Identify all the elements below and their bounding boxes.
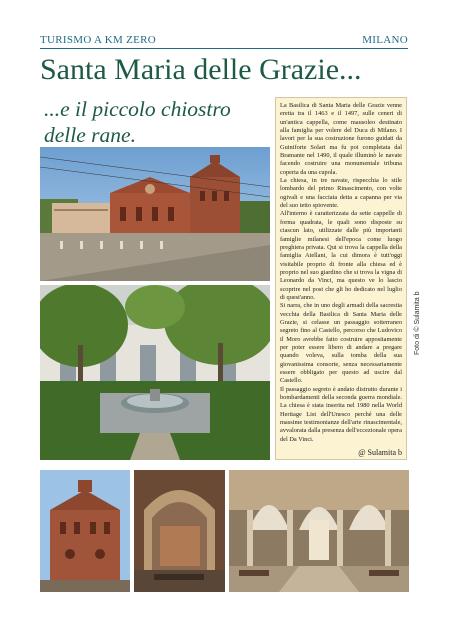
cloister-photo [40,285,270,460]
dome-photo [40,470,130,592]
fresco-photo [134,470,225,592]
section-label: TURISMO A KM ZERO [40,34,157,46]
city-label: MILANO [362,34,408,46]
article-paragraph: La Basilica di Santa Maria delle Grazie venne eretta tra il 1463 e il 1497, sulle ceneri di un'antica cappella, come mausoleo destinato alla famiglia per volere del Duca di Milano. I lavori per la sua costruzione furono guidati da Guiniforte Solari ma fu poi completata dal Bramante nel 1490, il quale illuminò le navate facendo costruire una monumentale tribuna coperta da una cupola. [280,102,402,176]
church-exterior-photo [40,147,270,281]
article-paragraph: All'interno è caratterizzata da sette cappelle di forma quadrata, le quali sono disposte su ciascun lato, utilizzate dalle più importanti famiglie milanesi dell'epoca come luogo preghiera privata. Qui si trova la cappella della famiglia Atellani, la cui dimora è tutt'oggi visitabile proprio di fronte alla chiesa ed è proprio nel suo giardino che si trova la vigna di Leonardo da Vinci, ma questo ve lo lascio scoprire nel post che gli ho dedicato nel luglio di quest'anno. [280,210,402,301]
article-paragraph: Si narra, che in uno degli armadi della sacrestia vecchia della Basilica di Santa Maria delle Grazie, si celasse un passaggio sotterraneo segreto fino al Castello, percorso che Ludovico il Moro avrebbe fatto costruire appositamente per poter essere libero di andare a pregare quando voleva, sulla tomba della sua giovanissima consorte, senza necessariamente essere obbligato per questo ad uscire dal Castello. [280,302,402,385]
article-paragraph: La chiesa, in tre navate, rispecchia lo stile lombardo del primo Rinascimento, con volte ogivali e una facciata detta a capanna per via del suo tetto spiovente. [280,177,402,210]
header-rule [40,48,408,49]
article-box [275,97,407,460]
page-subtitle: ...e il piccolo chiostro delle rane. [44,97,231,147]
interior-photo [229,470,409,592]
photo-credit-text: Foto di © Sulamita b [414,291,421,355]
article-credit: @ Sulamita b [358,447,402,457]
page-title: Santa Maria delle Grazie... [40,53,362,86]
article-paragraph: Il passaggio segreto è andato distrutto durante i bombardamenti della seconda guerra mondiale. La chiesa è stata inserita nel 1980 nella World Heritage List dell'Unesco perché una delle massime testimonianze dell'arte rinascimentale, avvalorata dalla presenza dell'eccezionale opera del Da Vinci. [280,385,402,443]
